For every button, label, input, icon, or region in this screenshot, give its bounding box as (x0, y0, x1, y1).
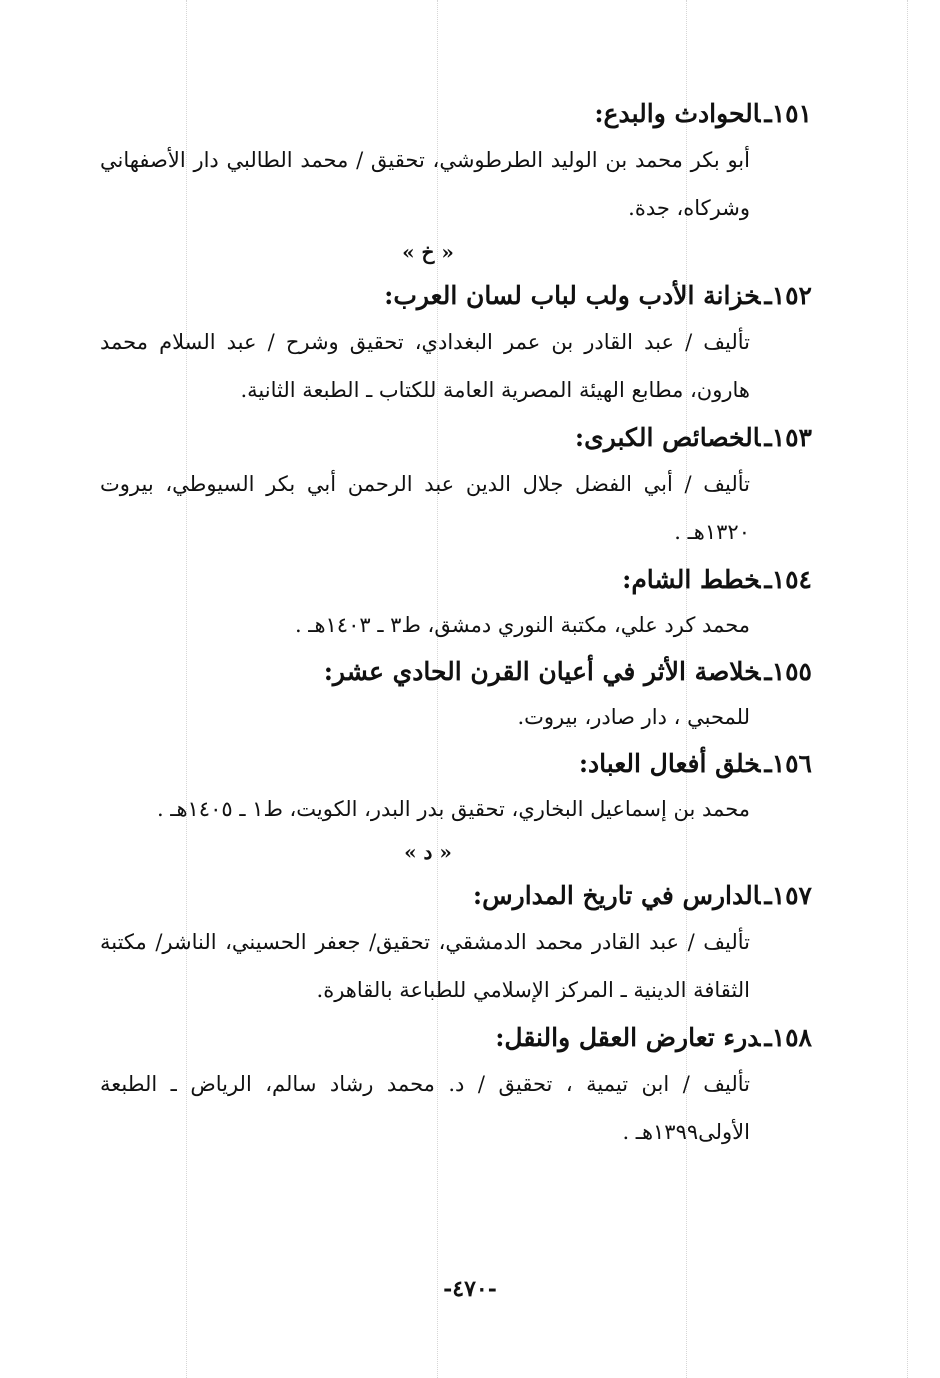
entry-heading (100, 414, 812, 460)
entry-number: ١٥٣ـ (764, 423, 812, 452)
entry-number: ١٥٧ـ (764, 881, 812, 910)
entry-152 (100, 272, 812, 414)
entry-heading (100, 556, 812, 602)
entry-title: درء تعارض العقل والنقل: (495, 1023, 761, 1052)
entry-details: للمحبي ، دار صادر، بيروت. (517, 705, 750, 729)
section-letter-kha: « خ » (402, 240, 454, 264)
entry-158 (100, 1014, 812, 1156)
entry-title: خلق أفعال العباد: (578, 749, 761, 778)
entry-heading (100, 648, 812, 694)
section-letter-dal: « د » (404, 840, 452, 864)
entry-heading (100, 872, 812, 918)
entry-number: ١٥١ـ (764, 99, 812, 128)
entry-details: تأليف / أبي الفضل جلال الدين عبد الرحمن أبي بكر السيوطي، بيروت ١٣٢٠هـ . (100, 472, 750, 544)
entry-number: ١٥٢ـ (764, 281, 812, 310)
entry-155 (100, 648, 812, 740)
entry-number: ١٥٥ـ (764, 657, 812, 686)
entry-details: محمد بن إسماعيل البخاري، تحقيق بدر البدر، الكويت، ط١ ـ ١٤٠٥هـ . (156, 797, 750, 821)
entry-title: خزانة الأدب ولب لباب لسان العرب: (384, 281, 761, 310)
entry-number: ١٥٦ـ (764, 749, 812, 778)
entry-number: ١٥٨ـ (764, 1023, 812, 1052)
entry-details: تأليف / عبد القادر بن عمر البغدادي، تحقيق وشرح / عبد السلام محمد هارون، مطابع الهيئة المصرية العامة للكتاب ـ الطبعة الثانية. (100, 330, 750, 402)
entry-title: الدارس في تاريخ المدارس: (472, 881, 761, 910)
entry-153 (100, 414, 812, 556)
entry-details: تأليف / ابن تيمية ، تحقيق / د. محمد رشاد سالم، الرياض ـ الطبعة الأولى١٣٩٩هـ . (100, 1072, 750, 1144)
entry-details: محمد كرد علي، مكتبة النوري دمشق، ط٣ ـ ١٤٠٣هـ . (294, 613, 750, 637)
page-number: -٤٧٠- (443, 1276, 497, 1302)
entry-title: الحوادث والبدع: (594, 99, 761, 128)
entry-title: خلاصة الأثر في أعيان القرن الحادي عشر: (323, 657, 761, 686)
entry-154 (100, 556, 812, 648)
entry-title: الخصائص الكبرى: (574, 423, 761, 452)
entry-157 (100, 872, 812, 1014)
entry-details: أبو بكر محمد بن الوليد الطرطوشي، تحقيق / محمد الطالبي دار الأصفهاني وشركاه، جدة. (100, 148, 750, 220)
entry-details: تأليف / عبد القادر محمد الدمشقي، تحقيق/ جعفر الحسيني، الناشر/ مكتبة الثقافة الدينية ـ المركز الإسلامي للطباعة بالقاهرة. (100, 930, 750, 1002)
scan-artifact-line (907, 0, 908, 1378)
entry-heading (100, 740, 812, 786)
entry-number: ١٥٤ـ (764, 565, 812, 594)
entry-heading (100, 1014, 812, 1060)
bibliography-list (100, 90, 812, 1156)
entry-title: خطط الشام: (622, 565, 761, 594)
entry-heading (100, 272, 812, 318)
entry-156 (100, 740, 812, 832)
entry-151 (100, 90, 812, 232)
entry-heading (100, 90, 812, 136)
